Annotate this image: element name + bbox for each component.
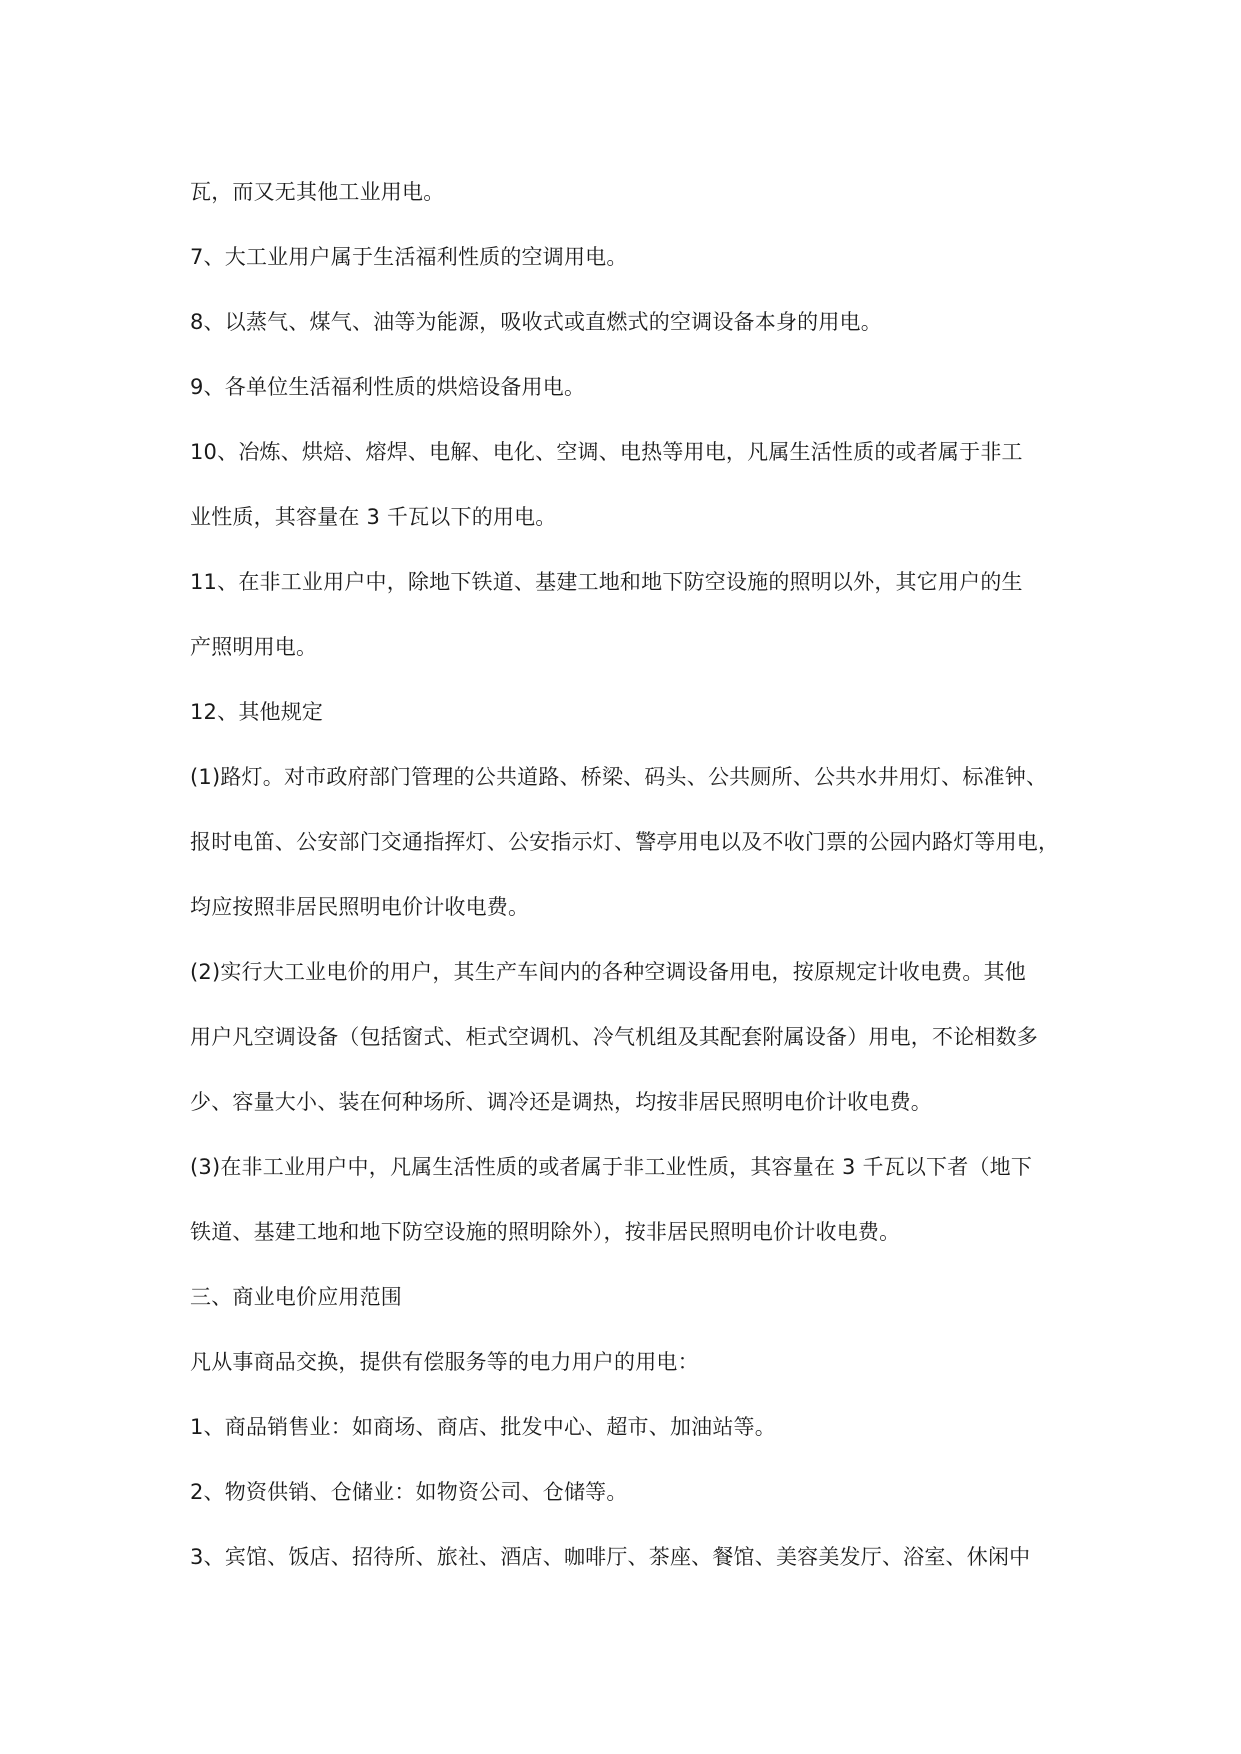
text-line: 3、宾馆、饭店、招待所、旅社、酒店、咖啡厅、茶座、餐馆、美容美发厅、浴室、休闲中 (190, 1545, 1031, 1569)
text-line: 少、容量大小、装在何种场所、调冷还是调热，均按非居民照明电价计收电费。 (190, 1090, 932, 1114)
text-line: 11、在非工业用户中，除地下铁道、基建工地和地下防空设施的照明以外，其它用户的生 (190, 570, 1023, 594)
section-heading: 三、商业电价应用范围 (190, 1285, 402, 1309)
text-line: 铁道、基建工地和地下防空设施的照明除外），按非居民照明电价计收电费。 (190, 1220, 901, 1244)
text-line: 产照明用电。 (190, 635, 318, 659)
text-line: 报时电笛、公安部门交通指挥灯、公安指示灯、警亭用电以及不收门票的公园内路灯等用电， (190, 830, 1060, 854)
text-line: 用户凡空调设备（包括窗式、柜式空调机、冷气机组及其配套附属设备）用电，不论相数多 (190, 1025, 1038, 1049)
text-line: (2)实行大工业电价的用户，其生产车间内的各种空调设备用电，按原规定计收电费。其他 (190, 960, 1026, 984)
text-line: 10、冶炼、烘焙、熔焊、电解、电化、空调、电热等用电，凡属生活性质的或者属于非工 (190, 440, 1023, 464)
text-line: 7、大工业用户属于生活福利性质的空调用电。 (190, 245, 628, 269)
text-line: 业性质，其容量在 3 千瓦以下的用电。 (190, 505, 557, 529)
text-line: 1、商品销售业：如商场、商店、批发中心、超市、加油站等。 (190, 1415, 776, 1439)
text-line: (1)路灯。对市政府部门管理的公共道路、桥梁、码头、公共厕所、公共水井用灯、标准钟、 (190, 765, 1048, 789)
text-line: 12、其他规定 (190, 700, 324, 724)
document-body (190, 160, 1060, 1590)
text-line: (3)在非工业用户中，凡属生活性质的或者属于非工业性质，其容量在 3 千瓦以下者（地下 (190, 1155, 1033, 1179)
text-line: 均应按照非居民照明电价计收电费。 (190, 895, 530, 919)
text-line: 2、物资供销、仓储业：如物资公司、仓储等。 (190, 1480, 628, 1504)
text-line: 9、各单位生活福利性质的烘焙设备用电。 (190, 375, 586, 399)
text-line: 8、以蒸气、煤气、油等为能源，吸收式或直燃式的空调设备本身的用电。 (190, 310, 882, 334)
text-line: 凡从事商品交换，提供有偿服务等的电力用户的用电： (190, 1350, 699, 1374)
text-line: 瓦，而又无其他工业用电。 (190, 180, 445, 204)
